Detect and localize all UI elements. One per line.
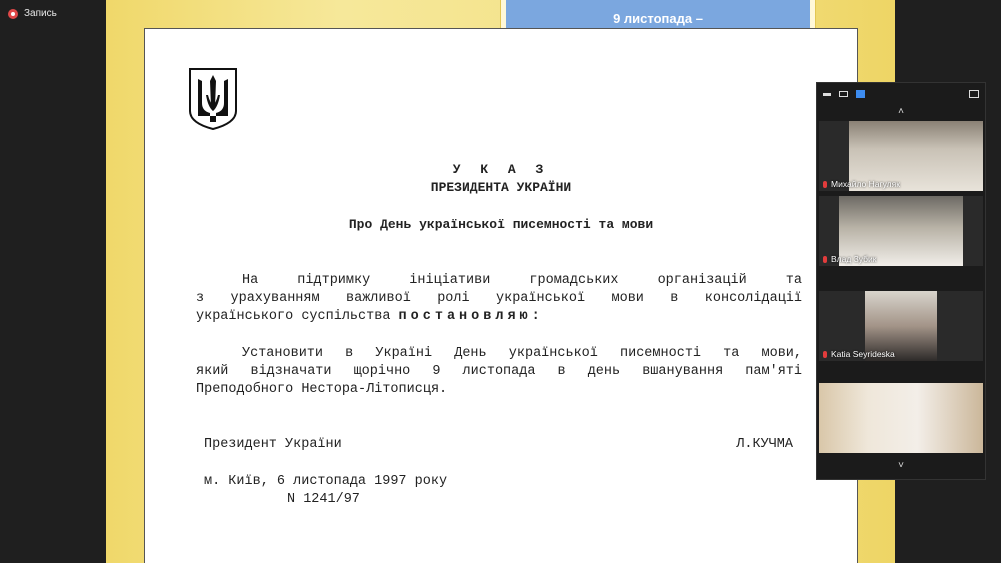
scroll-down-chevron-icon[interactable]: ˅ (898, 460, 904, 471)
signature-title: Президент України (204, 437, 342, 452)
para2-line-2: який відзначати щорічно 9 листопада в день вшанування пам'яті (196, 364, 802, 379)
signature-name: Л.КУЧМА (736, 437, 793, 452)
participant-name: Михайло Нагуляк (831, 179, 900, 189)
recording-label: Запись (24, 8, 57, 19)
decree-title: У К А З (452, 162, 550, 177)
participant-tile[interactable] (819, 383, 983, 453)
para1-line-3: українського суспільства постановляю: (196, 309, 544, 324)
participants-video-panel (816, 82, 986, 480)
panel-toolbar (817, 83, 985, 105)
decree-number: N 1241/97 (287, 492, 360, 507)
participant-name: Влад Зубик (831, 254, 877, 264)
muted-mic-icon (823, 351, 827, 358)
shared-screen-slide (106, 0, 895, 563)
video-feed (819, 383, 983, 453)
record-icon (8, 9, 18, 19)
banner-line-1: 9 листопада – (613, 10, 703, 26)
para1-line-2: з урахуванням важливої ролі української мови в консолідації (196, 291, 802, 306)
para1-line-1: На підтримку ініціативи громадських організацій та (242, 273, 802, 288)
recording-indicator[interactable] (8, 8, 57, 19)
para2-line-3: Преподобного Нестора-Літописця. (196, 382, 448, 397)
decree-document (144, 28, 858, 563)
participant-name: Katia Seyrideska (831, 349, 895, 359)
participant-tile[interactable] (819, 196, 983, 266)
decree-resolve-word: постановляю: (398, 309, 544, 324)
participant-tile[interactable] (819, 291, 983, 361)
minimize-icon[interactable] (823, 93, 831, 96)
expand-icon[interactable] (969, 90, 979, 98)
muted-mic-icon (823, 181, 827, 188)
single-view-icon[interactable] (839, 91, 848, 97)
ukraine-trident-icon (188, 67, 238, 131)
decree-paragraph-2 (196, 345, 802, 399)
decree-issuer: ПРЕЗИДЕНТА УКРАЇНИ (430, 180, 572, 195)
strip-view-icon[interactable] (856, 90, 865, 98)
decree-subject: Про День української писемності та мови (348, 217, 654, 232)
para2-line-1: Установити в Україні День української писемності та мови, (242, 346, 802, 361)
scroll-up-chevron-icon[interactable]: ˄ (898, 106, 904, 117)
muted-mic-icon (823, 256, 827, 263)
decree-paragraph-1 (196, 272, 802, 326)
decree-place-date: м. Київ, 6 листопада 1997 року (204, 474, 448, 489)
participant-tile[interactable] (819, 121, 983, 191)
